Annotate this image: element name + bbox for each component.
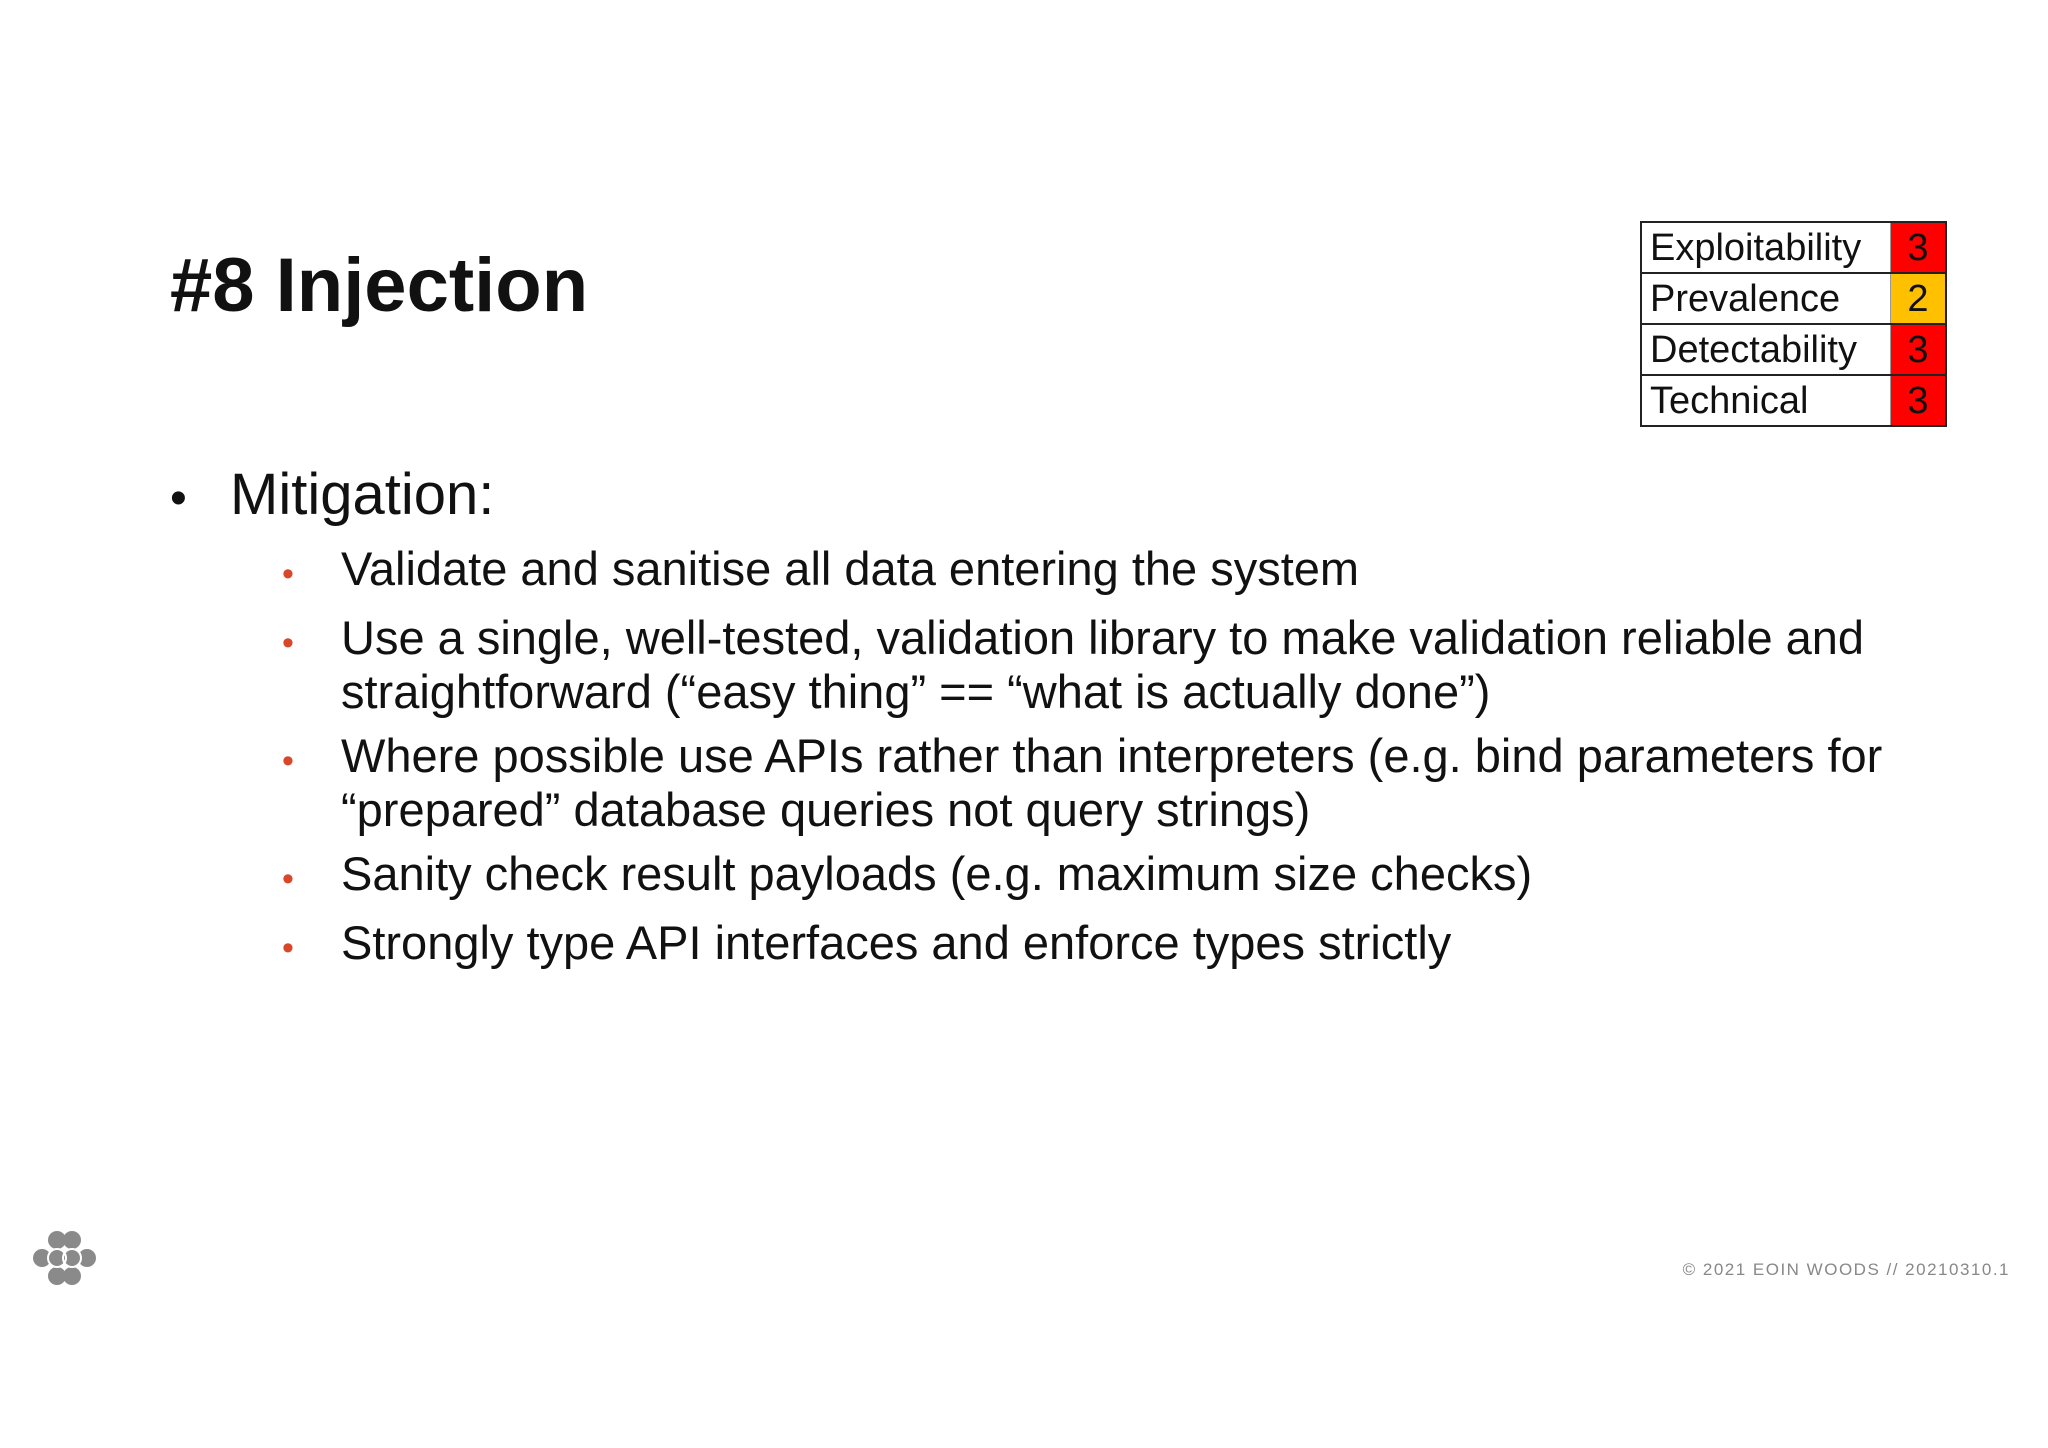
bullet-item-mitigation bbox=[170, 462, 1970, 532]
risk-score: 3 bbox=[1891, 375, 1947, 426]
sub-bullet-icon: • bbox=[282, 929, 294, 967]
risk-row-technical bbox=[1641, 375, 1946, 426]
sub-bullet-icon: • bbox=[282, 555, 294, 593]
risk-score: 3 bbox=[1891, 222, 1947, 273]
slide-title: #8 Injection bbox=[170, 243, 589, 328]
company-logo-icon bbox=[30, 1228, 106, 1288]
sub-bullet-icon: • bbox=[282, 624, 294, 662]
sub-bullet-text: Use a single, well-tested, validation library to make validation reliable and straightforward (“easy thing” == “what is actually done”) bbox=[341, 611, 1865, 718]
risk-metric-label: Detectability bbox=[1641, 324, 1891, 375]
risk-rating-table bbox=[1640, 221, 1947, 427]
risk-score: 2 bbox=[1891, 273, 1947, 324]
bullet-icon: • bbox=[170, 472, 187, 525]
sub-bullet-item bbox=[282, 729, 1970, 837]
bullet-text: Mitigation: bbox=[230, 462, 495, 527]
sub-bullet-text: Sanity check result payloads (e.g. maximum size checks) bbox=[341, 847, 1533, 900]
sub-bullet-text: Validate and sanitise all data entering the system bbox=[341, 542, 1360, 595]
sub-bullet-icon: • bbox=[282, 860, 294, 898]
sub-bullet-text: Where possible use APIs rather than interpreters (e.g. bind parameters for “prepared” database queries not query strings) bbox=[341, 729, 1883, 836]
sub-bullet-text: Strongly type API interfaces and enforce types strictly bbox=[341, 916, 1452, 969]
risk-row-prevalence bbox=[1641, 273, 1946, 324]
sub-bullet-item bbox=[282, 611, 1970, 719]
risk-metric-label: Technical bbox=[1641, 375, 1891, 426]
sub-bullet-item bbox=[282, 542, 1970, 601]
risk-score: 3 bbox=[1891, 324, 1947, 375]
sub-bullet-item bbox=[282, 847, 1970, 906]
risk-row-detectability bbox=[1641, 324, 1946, 375]
risk-row-exploitability bbox=[1641, 222, 1946, 273]
sub-bullet-icon: • bbox=[282, 742, 294, 780]
bullet-list bbox=[170, 462, 1970, 985]
risk-metric-label: Prevalence bbox=[1641, 273, 1891, 324]
sub-bullet-item bbox=[282, 916, 1970, 975]
footer-copyright: © 2021 EOIN WOODS // 20210310.1 bbox=[1682, 1260, 2010, 1279]
risk-metric-label: Exploitability bbox=[1641, 222, 1891, 273]
